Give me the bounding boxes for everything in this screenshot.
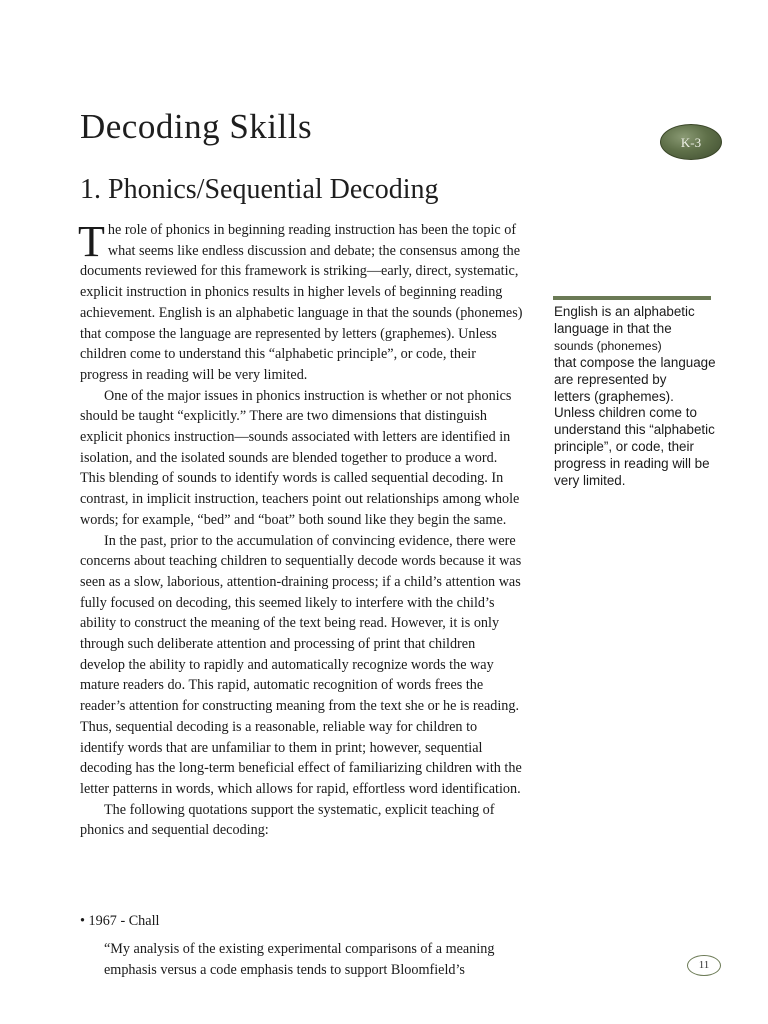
page-title: Decoding Skills bbox=[80, 107, 313, 146]
grade-level-badge: K-3 bbox=[660, 124, 722, 160]
citation-bullet-item bbox=[80, 911, 159, 931]
sidebar-divider bbox=[553, 296, 711, 300]
paragraph-1-text: he role of phonics in beginning reading instruction has been the topic of what seems like endless discussion and debate; the consensus among the documents reviewed for this framework is striking—early, direct, systematic, explicit instruction in phonics results in higher levels of beginning reading achievement. English is an alphabetic language in that the sounds (phonemes) that compose the language are represented by letters (graphemes). Unless children come to understand this “alphabetic principle”, or code, their progress in reading will be very limited. bbox=[80, 222, 523, 383]
sidebar-text-part-4: letters (graphemes). Unless children come to understand this “alphabetic principle”, or code, their progress in reading will be very limited. bbox=[554, 388, 715, 489]
body-text bbox=[78, 217, 523, 841]
body-paragraph-3: In the past, prior to the accumulation of convincing evidence, there were concerns about teaching children to sequentially decode words because it was seen as a slow, laborious, attention-draining process; if a child’s attention was fully focused on decoding, this seemed likely to interfere with the child’s ability to construct the meaning of the text being read. However, it is only through such deliberate attention and processing of print that children develop the ability to rapidly and automatically recognize words the way mature readers do. This rapid, automatic recognition of words frees the reader’s attention for constructing meaning from the text she or he is reading. Thus, sequential decoding is a reasonable, reliable way for children to identify words that are unfamiliar to them in print; however, sequential decoding has the long-term beneficial effect of familiarizing children with the letter patterns in words, which allows for rapid, effortless word identification. bbox=[80, 532, 522, 797]
sidebar-text-part-2: sounds (phonemes) bbox=[554, 338, 662, 353]
body-paragraph-1 bbox=[78, 217, 523, 386]
sidebar-text-part-1: English is an alphabetic language in that the bbox=[554, 304, 695, 336]
quote-line-1: “My analysis of the existing experimental comparisons of a meaning bbox=[104, 941, 495, 957]
section-title: 1. Phonics/Sequential Decoding bbox=[80, 174, 439, 205]
sidebar-text-part-3: that compose the language are represented by bbox=[554, 354, 716, 387]
drop-cap: T bbox=[78, 217, 105, 266]
bullet-marker: • bbox=[80, 913, 85, 929]
quote-line-2: emphasis versus a code emphasis tends to support Bloomfield’s bbox=[104, 961, 465, 978]
page-number: 11 bbox=[687, 955, 721, 976]
citation-label: 1967 - Chall bbox=[88, 913, 160, 929]
quote-block bbox=[104, 939, 534, 980]
body-paragraph-2: One of the major issues in phonics instruction is whether or not phonics should be taught “explicitly.” There are two dimensions that distinguish explicit phonics instruction—sounds associated with letters are identified in isolation, and the isolated sounds are blended together to produce a word. This blending of sounds to identify words is called sequential decoding. In contrast, in implicit instruction, teachers point out relationships among whole words; for example, “bed” and “boat” both sound like they begin the same. bbox=[80, 387, 520, 528]
body-paragraph-4: The following quotations support the systematic, explicit teaching of phonics and sequential decoding: bbox=[80, 801, 495, 839]
sidebar-callout bbox=[554, 304, 716, 490]
